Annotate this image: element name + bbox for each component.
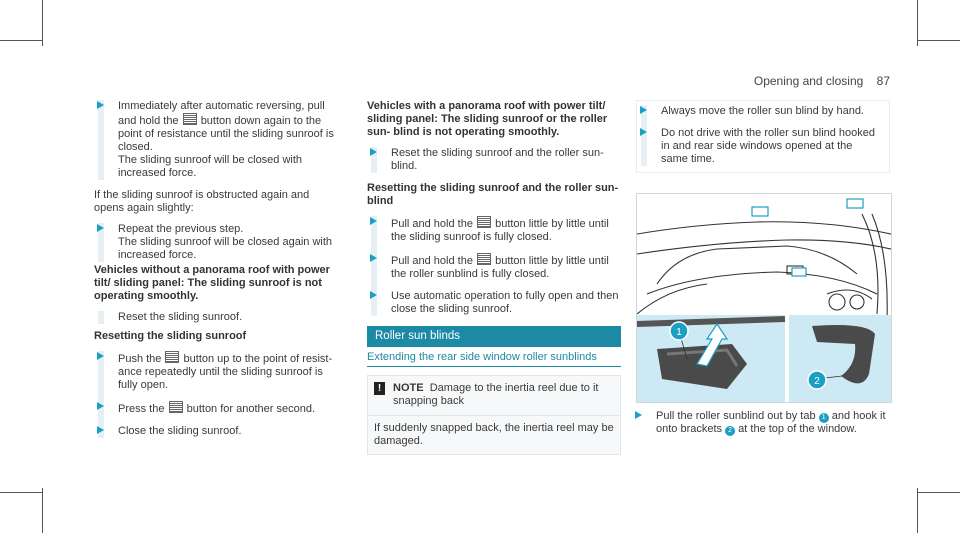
callout-2-badge: 2 xyxy=(725,426,735,436)
column-1 xyxy=(94,100,342,447)
sunblind-illustration xyxy=(636,193,892,403)
vehicle-interior-drawing xyxy=(637,194,891,402)
step-block xyxy=(371,216,621,316)
note-box xyxy=(367,375,621,455)
step-block xyxy=(98,223,342,262)
note-label: NOTE xyxy=(393,382,424,394)
step: Do not drive with the roller sun blind hooked in and rear side windows opened at the same time. xyxy=(661,127,881,166)
step-bullet-icon xyxy=(97,224,104,232)
step: Pull the roller sunblind out by tab 1 and hook it onto brackets 2 at the top of the window. xyxy=(656,410,896,436)
step-bullet-icon xyxy=(97,426,104,434)
step-panel xyxy=(636,100,890,173)
step: Pull and hold the button little by little until the roller sunblind is fully closed. xyxy=(391,253,621,281)
crop-mark xyxy=(42,0,43,46)
crop-mark xyxy=(917,488,918,533)
crop-mark xyxy=(42,488,43,533)
step-bullet-icon xyxy=(97,352,104,360)
heading: Vehicles without a panorama roof with power tilt/ sliding panel: The sliding sunroof is not operating smoothly. xyxy=(94,264,330,302)
step-bullet-icon xyxy=(640,128,647,136)
step: Close the sliding sunroof. xyxy=(118,425,342,438)
step-block xyxy=(371,147,621,173)
crop-mark xyxy=(918,40,960,41)
page-number: 87 xyxy=(876,74,890,88)
section-heading: Roller sun blinds xyxy=(367,326,621,347)
svg-text:2: 2 xyxy=(814,376,820,387)
switch-button-icon xyxy=(477,253,491,265)
step-bullet-icon xyxy=(97,402,104,410)
column-2 xyxy=(367,100,621,455)
svg-text:1: 1 xyxy=(676,327,682,338)
crop-mark xyxy=(917,0,918,46)
heading: Vehicles with a panorama roof with power tilt/ sliding panel: The sliding sunroof or the roller sun- blind is not operating smoothly. xyxy=(367,100,608,138)
step: Always move the roller sun blind by hand. xyxy=(661,105,881,118)
step-block xyxy=(98,351,342,438)
step: Use automatic operation to fully open and then close the sliding sunroof. xyxy=(391,290,621,316)
callout-1 xyxy=(670,322,688,340)
paragraph: If the sliding sunroof is obstructed again and opens again slightly: xyxy=(94,189,310,214)
step-bullet-icon xyxy=(370,291,377,299)
callout-2 xyxy=(808,371,826,389)
step-block xyxy=(98,100,342,180)
step: Reset the sliding sunroof. xyxy=(118,311,243,323)
warning-icon: ! xyxy=(374,382,385,395)
step-bullet-icon xyxy=(370,148,377,156)
column-3-steps xyxy=(656,410,896,445)
step: Press the button for another second. xyxy=(118,401,342,416)
section-title: Opening and closing xyxy=(753,74,864,88)
step: Reset the sliding sunroof and the roller sun- blind. xyxy=(391,147,621,173)
heading: Resetting the sliding sunroof and the roller sun- blind xyxy=(367,182,619,207)
step-bullet-icon xyxy=(370,217,377,225)
column-3 xyxy=(636,100,890,173)
divider xyxy=(368,415,620,416)
page-header xyxy=(754,74,890,88)
subsection-heading: Extending the rear side window roller sunblinds xyxy=(367,351,621,367)
step-block xyxy=(641,105,881,166)
switch-button-icon xyxy=(477,216,491,228)
step: Repeat the previous step. The sliding sunroof will be closed again with increased force. xyxy=(118,223,342,262)
step-bullet-icon xyxy=(97,101,104,109)
note-text: Damage to the inertia reel due to it snapping back xyxy=(393,382,599,407)
crop-mark xyxy=(0,40,42,41)
step-bullet-icon xyxy=(370,254,377,262)
step-bullet-icon xyxy=(640,106,647,114)
step: Immediately after automatic reversing, pull and hold the button down again to the point of resistance until the sliding sunroof is closed. The sliding sunroof will be closed with increased force. xyxy=(118,100,342,180)
switch-button-icon xyxy=(165,351,179,363)
step: Push the button up to the point of resist- ance repeatedly until the sliding sunroof is fully open. xyxy=(118,351,342,392)
step: Pull and hold the button little by little until the sliding sunroof is fully closed. xyxy=(391,216,621,244)
crop-mark xyxy=(0,492,42,493)
callout-1-badge: 1 xyxy=(819,413,829,423)
switch-button-icon xyxy=(183,113,197,125)
step-bullet-icon xyxy=(635,411,642,419)
note-body: If suddenly snapped back, the inertia reel may be damaged. xyxy=(374,422,614,447)
heading: Resetting the sliding sunroof xyxy=(94,330,247,342)
step-block xyxy=(98,311,342,324)
crop-mark xyxy=(918,492,960,493)
switch-button-icon xyxy=(169,401,183,413)
